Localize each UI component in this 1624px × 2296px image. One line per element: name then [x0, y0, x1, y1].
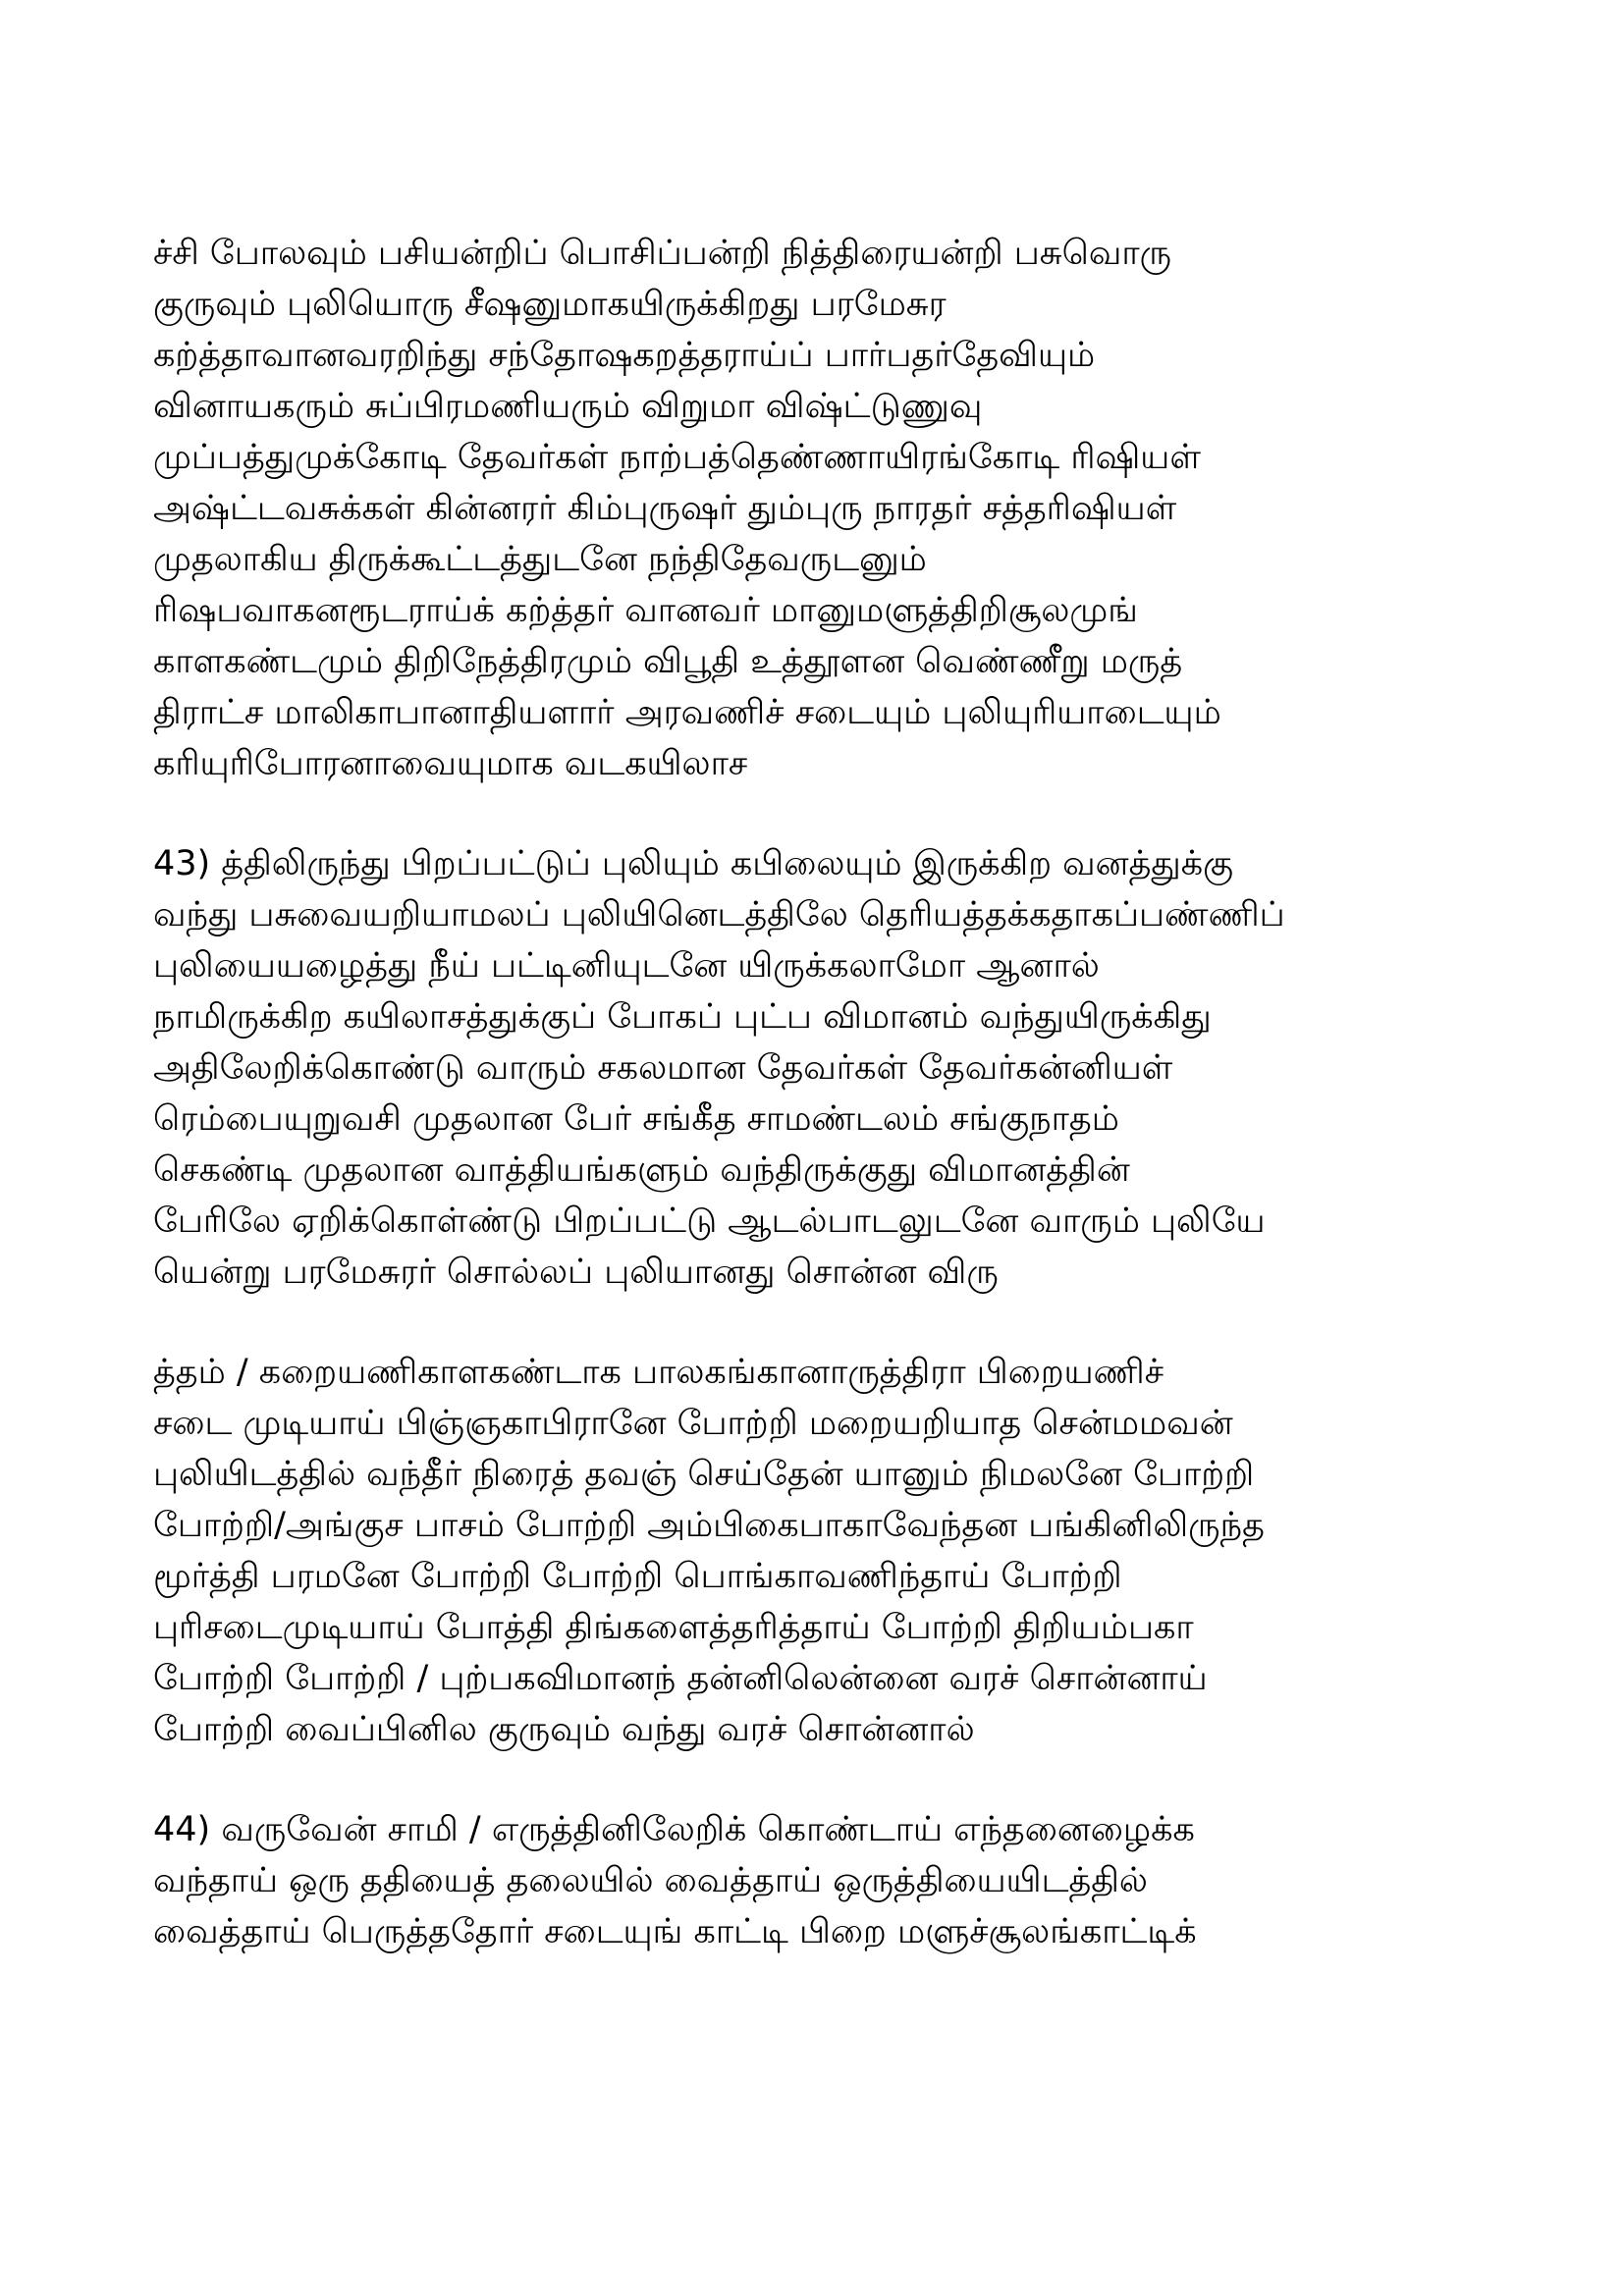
text-line: ரிஷபவாகனரூடராய்க் கற்த்தர் வானவர் மானுமளுத்திறிசூலமுங்	[153, 591, 1138, 630]
text-line: புரிசடைமுடியாய் போத்தி திங்களைத்தரித்தாய் போற்றி திறியம்பகா	[153, 1608, 1194, 1647]
text-line: வைத்தாய் பெருத்ததோர் சடையுங் காட்டி பிறை மளுச்சூலங்காட்டிக்	[153, 1912, 1197, 1951]
text-line: திராட்ச மாலிகாபானாதியளார் அரவணிச் சடையும் புலியுரியாடையும்	[153, 693, 1221, 732]
text-line: ச்சி போலவும் பசியன்றிப் பொசிப்பன்றி நித்திரையன்றி பசுவொரு	[153, 234, 1172, 273]
text-line: 44) வருவேன் சாமி / எருத்தினிலேறிக் கொண்டாய் எந்தனைழைக்க	[153, 1810, 1195, 1849]
text-line: கற்த்தாவானவரறிந்து சந்தோஷகறத்தராய்ப் பார்பதர்தேவியும்	[153, 336, 1096, 375]
text-line: முப்பத்துமுக்கோடி தேவர்கள் நாற்பத்தெண்ணாயிரங்கோடி ரிஷியள்	[153, 438, 1201, 477]
text-line: த்தம் / கறையணிகாளகண்டாக பாலகங்கானாருத்திரா பிறையணிச்	[153, 1353, 1164, 1392]
text-line: பேரிலே ஏறிக்கொள்ண்டு பிறப்பட்டு ஆடல்பாடலுடனே வாரும் புலியே	[153, 1201, 1266, 1241]
text-line: போற்றி போற்றி / புற்பகவிமானந் தன்னிலென்னை வரச் சொன்னாய்	[153, 1659, 1208, 1698]
paragraph	[153, 1804, 1528, 1957]
text-line: செகண்டி முதலான வாத்தியங்களும் வந்திருக்குது விமானத்தின்	[153, 1150, 1130, 1190]
document-body	[153, 228, 1528, 2006]
text-line: போற்றி/அங்குச பாசம் போற்றி அம்பிகைபாகாவேந்தன பங்கினிலிருந்த	[153, 1506, 1265, 1545]
text-line: அஷ்ட்டவசுக்கள் கின்னரர் கிம்புருஷர் தும்புரு நாரதர் சத்தரிஷியள்	[153, 489, 1177, 528]
text-line: முதலாகிய திருக்கூட்டத்துடனே நந்திதேவருடனும்	[153, 540, 927, 579]
text-line: வந்து பசுவையறியாமலப் புலியினெடத்திலே தெரியத்தக்கதாகப்பண்ணிப்	[153, 895, 1285, 934]
text-line: வந்தாய் ஒரு ததியைத் தலையில் வைத்தாய் ஒருத்தியையிடத்தில்	[153, 1861, 1148, 1900]
text-line: புலியிடத்தில் வந்தீர் நிரைத் தவஞ் செய்தேன் யானும் நிமலனே போற்றி	[153, 1455, 1255, 1494]
text-line: மூர்த்தி பரமனே போற்றி போற்றி பொங்காவணிந்தாய் போற்றி	[153, 1557, 1122, 1596]
text-line: போற்றி வைப்பினில குருவும் வந்து வரச் சொன்னால்	[153, 1710, 975, 1749]
text-line: 43) த்திலிருந்து பிறப்பட்டுப் புலியும் கபிலையும் இருக்கிற வனத்துக்கு	[153, 844, 1234, 883]
text-line: அதிலேறிக்கொண்டு வாரும் சகலமான தேவர்கள் தேவர்கன்னியள்	[153, 1048, 1173, 1088]
text-line: யென்று பரமேசுரர் சொல்லப் புலியானது சொன்ன விரு	[153, 1253, 999, 1292]
text-line: குருவும் புலியொரு சீஷனுமாகயிருக்கிறது பரமேசுர	[153, 285, 947, 324]
text-line: நாமிருக்கிற கயிலாசத்துக்குப் போகப் புட்ப விமானம் வந்துயிருக்கிது	[153, 997, 1212, 1037]
text-line: கரியுரிபோரனாவையுமாக வடகயிலாச	[153, 744, 748, 783]
text-line: ரெம்பையுறுவசி முதலான பேர் சங்கீத சாமண்டலம் சங்குநாதம்	[153, 1099, 1119, 1139]
text-line: காளகண்டமும் திறிநேத்திரமும் விபூதி உத்தூளன வெண்ணீறு மருத்	[153, 642, 1183, 681]
text-line: வினாயகரும் சுப்பிரமணியரும் விறுமா விஷ்ட்டுணுவு	[153, 387, 983, 426]
text-line: சடை முடியாய் பிஞ்ஞகாபிரானே போற்றி மறையறியாத சென்மமவன்	[153, 1404, 1233, 1443]
paragraph	[153, 228, 1528, 789]
text-line: புலியையழைத்து நீய் பட்டினியுடனே யிருக்கலாமோ ஆனால்	[153, 946, 1100, 986]
paragraph	[153, 1347, 1528, 1755]
paragraph	[153, 838, 1528, 1298]
